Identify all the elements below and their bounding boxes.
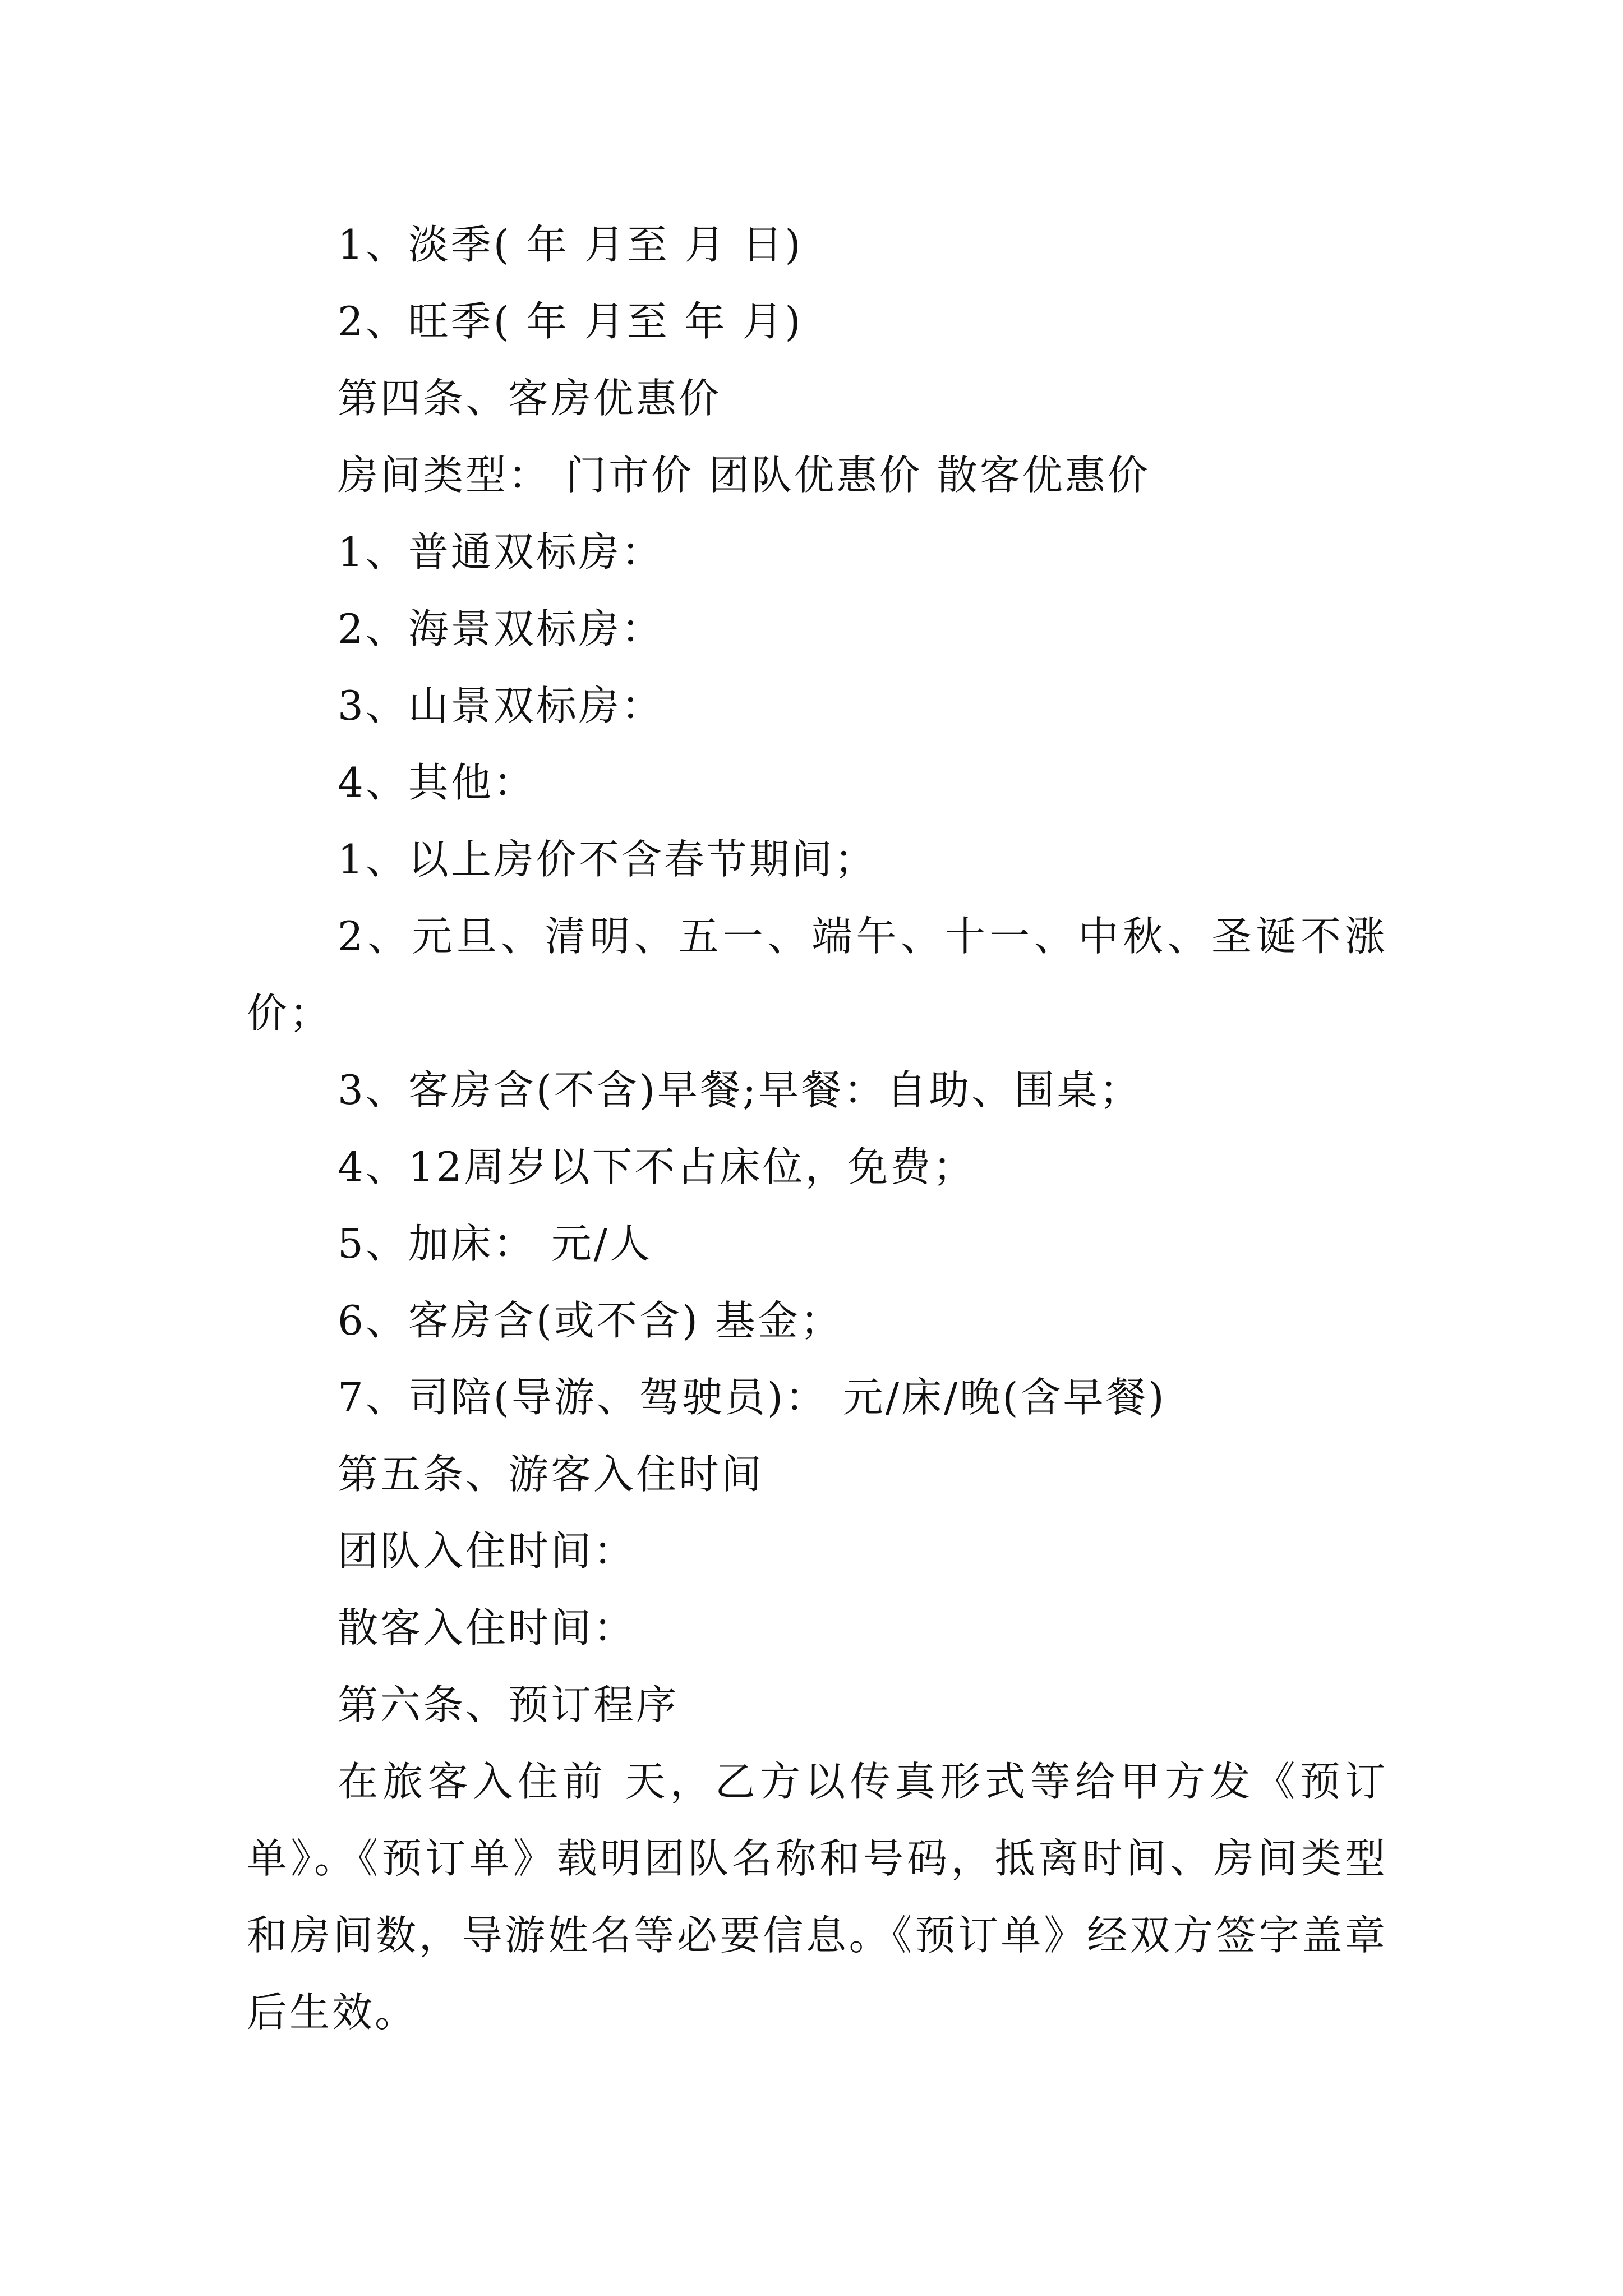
room-seaview-double: 2、海景双标房： xyxy=(338,605,664,652)
note-escort: 7、司陪(导游、驾驶员)： 元/床/晚(含早餐) xyxy=(338,1374,1166,1421)
document-body xyxy=(247,206,1387,2051)
room-other: 4、其他： xyxy=(338,759,536,806)
note-holidays: 2、元旦、清明、五一、端午、十一、中秋、圣诞不涨价； xyxy=(247,913,1387,1037)
note-extra-bed: 5、加床： 元/人 xyxy=(338,1220,652,1267)
article-5-heading: 第五条、游客入住时间 xyxy=(338,1451,764,1498)
note-fund: 6、客房含(或不含) 基金； xyxy=(338,1297,843,1344)
article-6-heading: 第六条、预订程序 xyxy=(338,1681,679,1728)
room-type-header: 房间类型： 门市价 团队优惠价 散客优惠价 xyxy=(338,452,1150,499)
group-checkin-time: 团队入住时间： xyxy=(338,1527,637,1575)
paragraph-peak-season: 2、旺季( 年 月至 年 月) xyxy=(338,298,803,345)
room-mountainview-double: 3、山景双标房： xyxy=(338,682,664,729)
note-children: 4、12周岁以下不占床位，免费； xyxy=(338,1143,976,1190)
booking-procedure-paragraph: 在旅客入住前 天，乙方以传真形式等给甲方发《预订单》。《预订单》载明团队名称和号码，抵离时间、房间类型和房间数，导游姓名等必要信息。《预订单》经双方签字盖章后生效。 xyxy=(247,1758,1387,2036)
note-breakfast: 3、客房含(不含)早餐;早餐：自助、围桌； xyxy=(338,1066,1142,1114)
individual-checkin-time: 散客入住时间： xyxy=(338,1604,637,1651)
article-4-heading: 第四条、客房优惠价 xyxy=(338,375,722,422)
note-spring-festival: 1、以上房价不含春节期间； xyxy=(338,836,877,883)
room-standard-double: 1、普通双标房： xyxy=(338,528,664,576)
paragraph-off-season: 1、淡季( 年 月至 月 日) xyxy=(338,221,803,268)
